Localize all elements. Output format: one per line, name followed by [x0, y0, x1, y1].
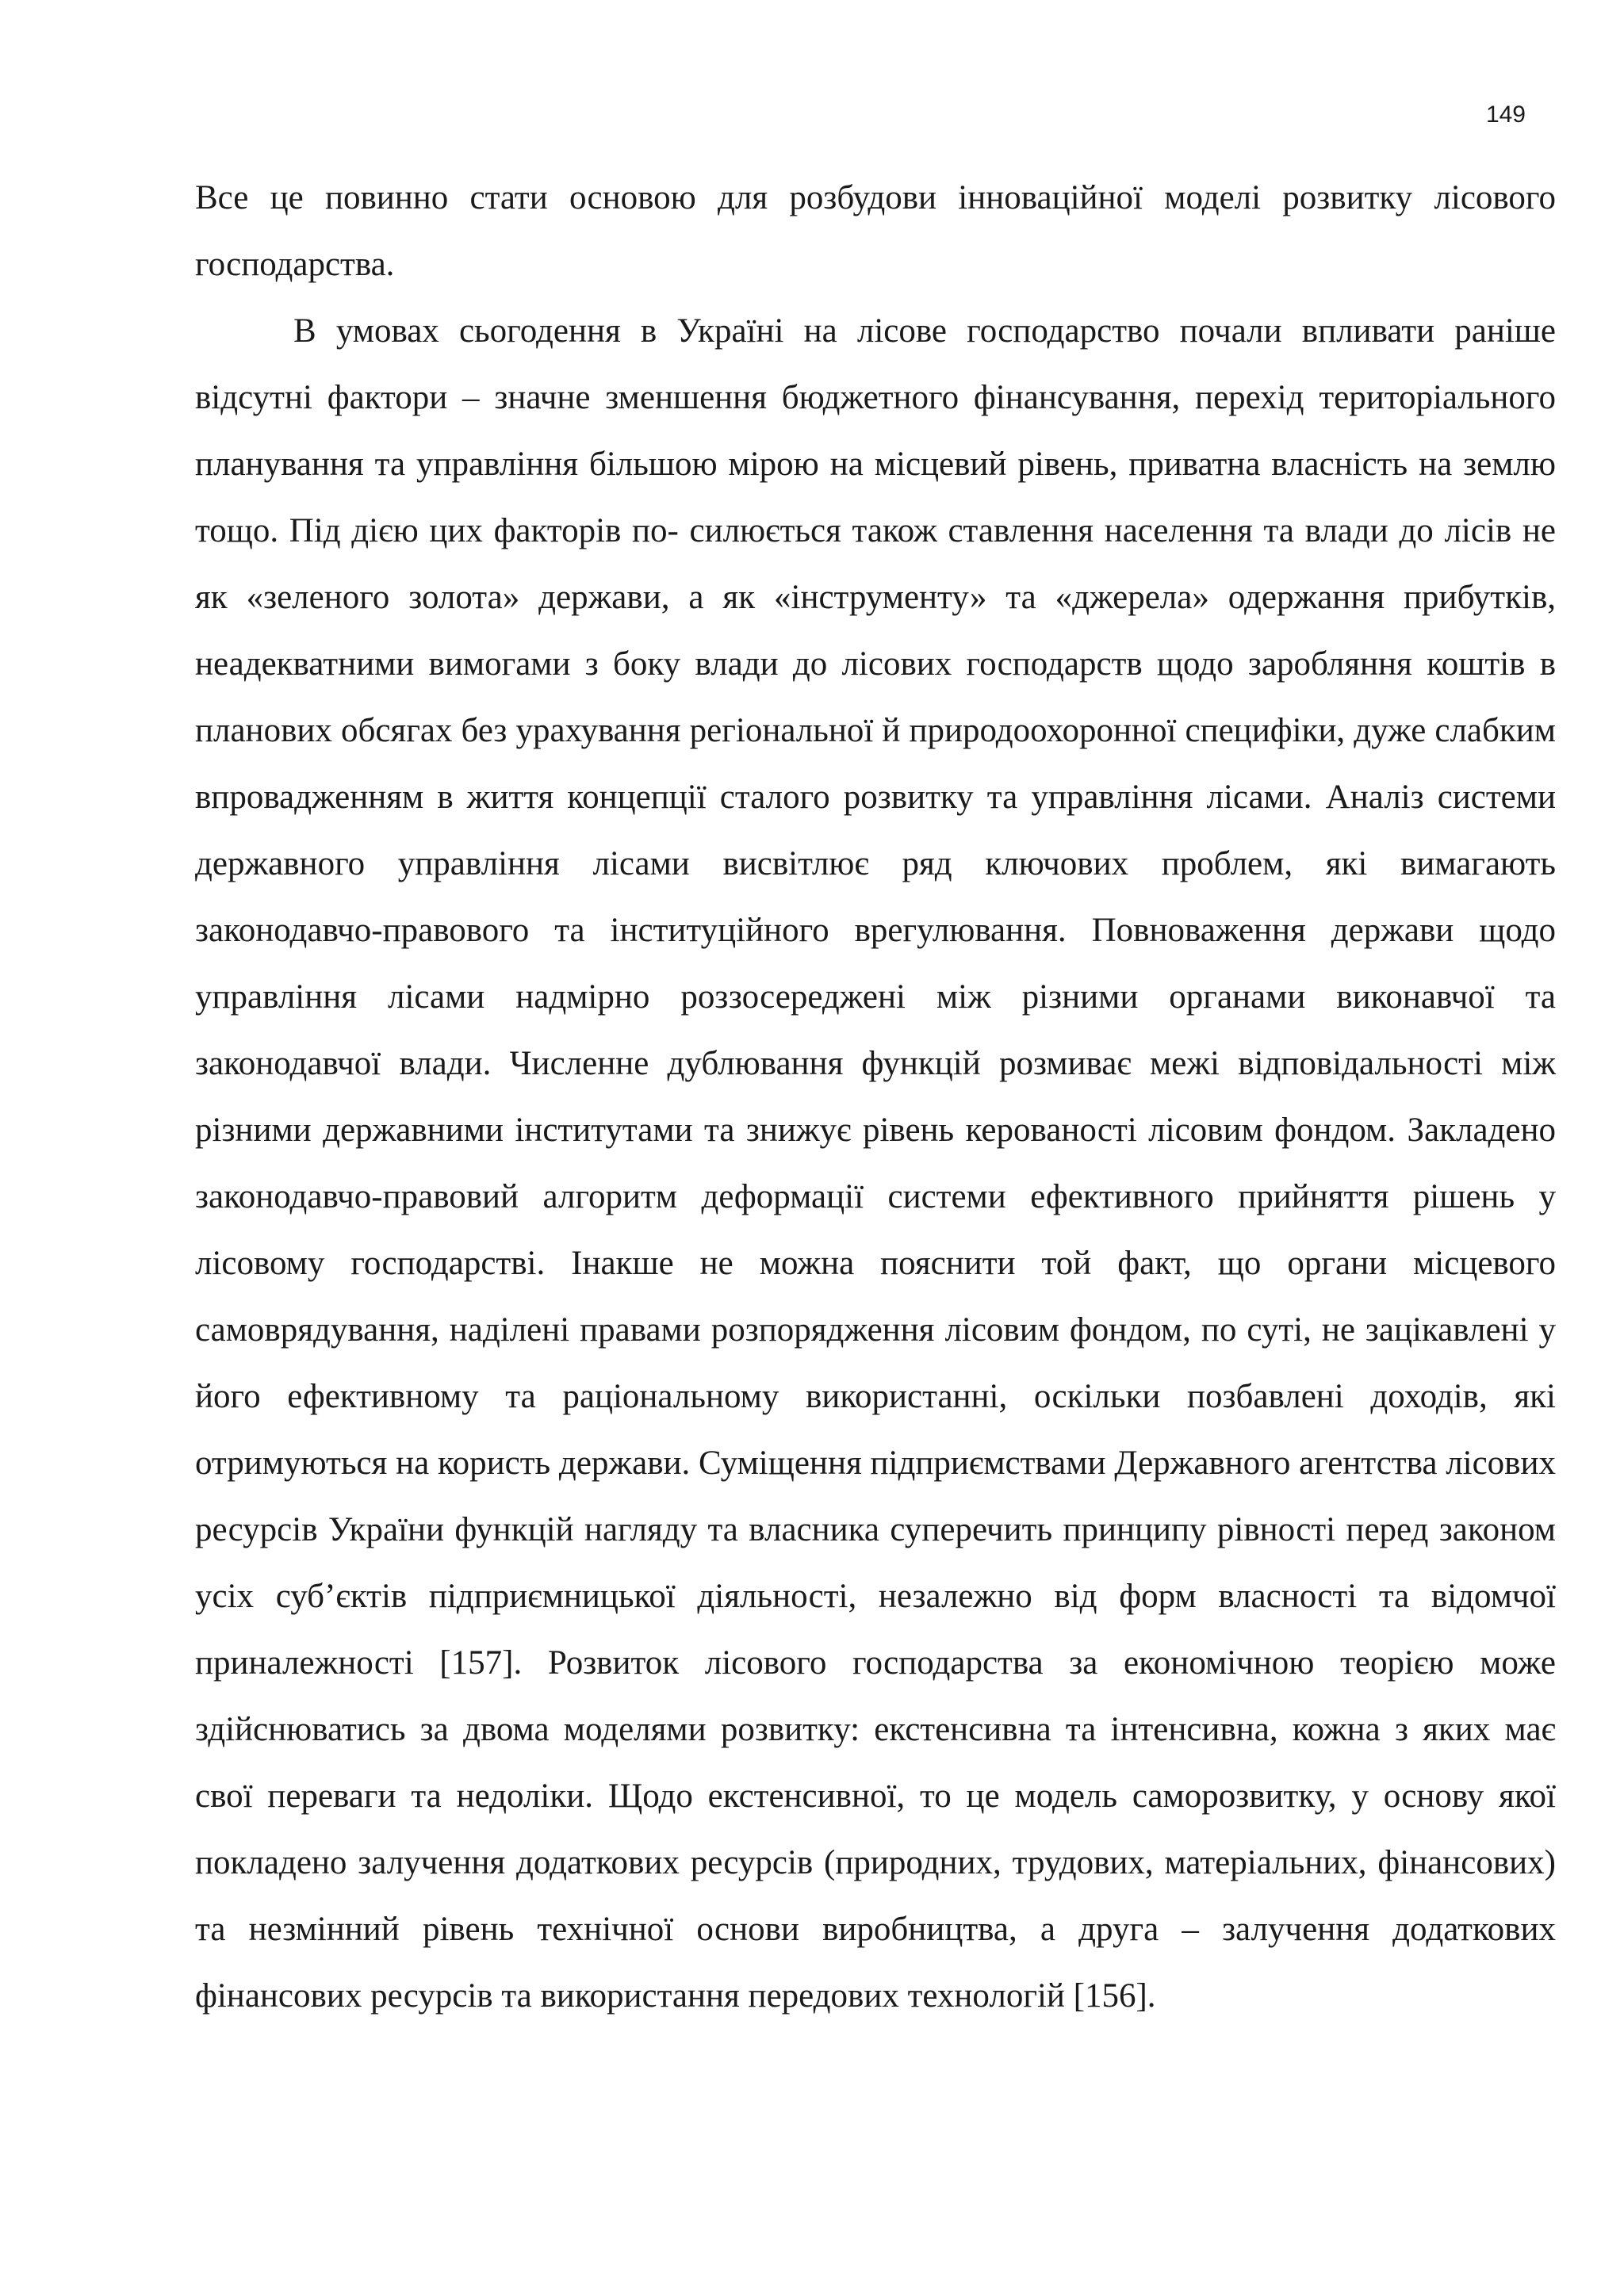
body-text — [195, 165, 1556, 2030]
page-number: 149 — [1485, 101, 1526, 128]
paragraph-main: В умовах сьогодення в Україні на лісове господарство почали впливати раніше відсутні фактори – значне зменшення бюджетного фінансування, перехід територіального планування та управління більшою мірою на місцевий рівень, приватна власність на землю тощо. Під дією цих факторів по- силюється також ставлення населення та влади до лісів не як «зеленого золота» держави, а як «інструменту» та «джерела» одержання прибутків, неадекватними вимогами з боку влади до лісових господарств щодо заробляння коштів в планових обсягах без урахування регіональної й природоохоронної специфіки, дуже слабким впровадженням в життя концепції сталого розвитку та управління лісами. Аналіз системи державного управління лісами висвітлює ряд ключових проблем, які вимагають законодавчо-правового та інституційного врегулювання. Повноваження держави щодо управління лісами надмірно роззосереджені між різними органами виконавчої та законодавчої влади. Численне дублювання функцій розмиває межі відповідальності між різними державними інститутами та знижує рівень керованості лісовим фондом. Закладено законодавчо-правовий алгоритм деформації системи ефективного прийняття рішень у лісовому господарстві. Інакше не можна пояснити той факт, що органи місцевого самоврядування, наділені правами розпорядження лісовим фондом, по суті, не зацікавлені у його ефективному та раціональному використанні, оскільки позбавлені доходів, які отримуються на користь держави. Суміщення підприємствами Державного агентства лісових ресурсів України функцій нагляду та власника суперечить принципу рівності перед законом усіх суб’єктів підприємницької діяльності, незалежно від форм власності та відомчої приналежності [157]. Розвиток лісового господарства за економічною теорією може здійснюватись за двома моделями розвитку: екстенсивна та інтенсивна, кожна з яких має свої переваги та недоліки. Щодо екстенсивної, то це модель саморозвитку, у основу якої покладено залучення додаткових ресурсів (природних, трудових, матеріальних, фінансових) та незмінний рівень технічної основи виробництва, а друга – залучення додаткових фінансових ресурсів та використання передових технологій [156]. — [195, 312, 1556, 2015]
paragraph-intro: Все це повинно стати основою для розбудови інноваційної моделі розвитку лісового господарства. — [195, 179, 1556, 283]
